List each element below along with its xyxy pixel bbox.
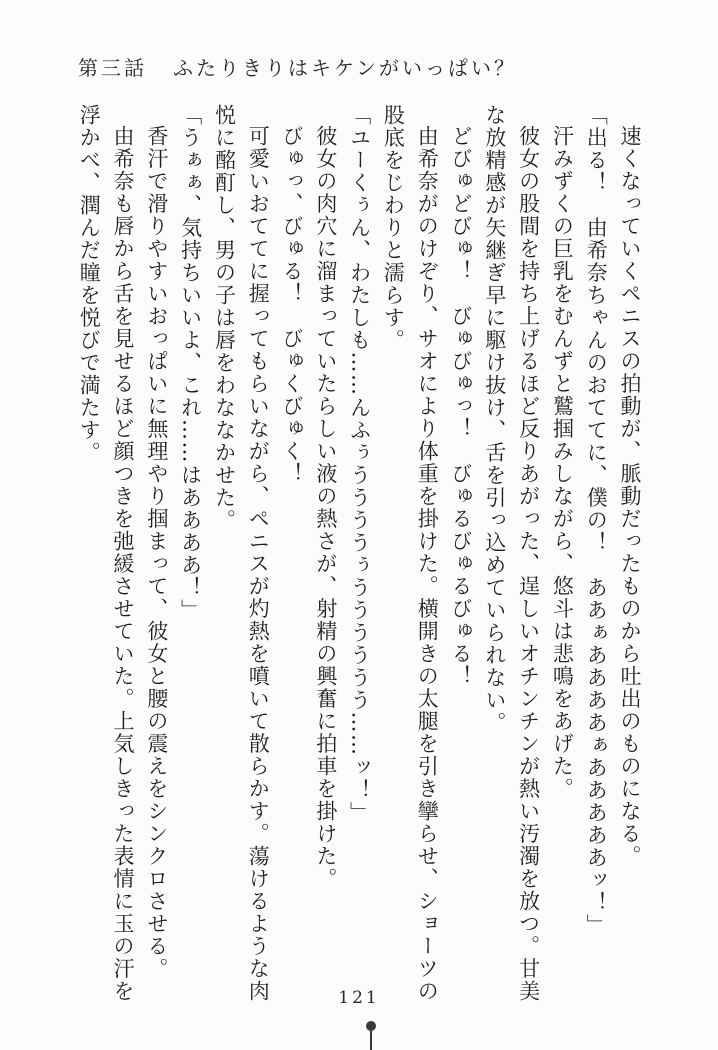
running-header [78,52,517,81]
paragraph: 彼女の肉穴に溜まっていたらしい液の熱さが、射精の興奮に拍車を掛けた。 [313,125,338,890]
page-marker-icon [365,1020,377,1050]
paragraph: 由希奈がのけぞり、サオにより体重を掛けた。横開きの太腿を引き攣らせ、ショーツの股底をじわりと濡らす。 [381,104,440,1003]
paragraph: 「ユーくぅん、わたしも……んふぅううううぅうううううう……ッ！」 [347,104,372,824]
paragraph: 速くなっていくペニスの拍動が、脈動だったものから吐出のものになる。 [618,125,642,868]
chapter-number: 第三話 [78,56,147,80]
paragraph: 彼女の股間を持ち上げるほど反りあがった、逞しいオチンチンが熱い汚濁を放つ。甘美な放精感が矢継ぎ早に駆け抜け、舌を引っ込めていられない。 [482,104,541,1003]
page-number: 121 [338,988,380,1008]
paragraph: 「出る！ 由希奈ちゃんのおててに、僕の！ ああぁああああぁあああああッ！」 [584,104,609,937]
paragraph: びゅっ、びゅる！ びゅくびゅく！ [280,125,305,485]
paragraph: 「うぁぁ、気持ちいいよ、これ……はああああ！」 [178,104,203,622]
marker-stem [370,1029,372,1050]
paragraph: どびゅどびゅ！ びゅびゅっ！ びゅるびゅるびゅる！ [449,125,474,688]
paragraph: 香汗で滑りやすいおっぱいに無理やり掴まって、彼女と腰の震えをシンクロさせる。 [144,125,169,980]
paragraph: 由希奈も唇から舌を見せるほど顔つきを弛緩させていた。上気しきった表情に玉の汗を浮かべ、潤んだ瞳を悦びで満たす。 [77,104,136,1003]
body-text [70,104,646,1010]
chapter-title: ふたりきりはキケンがいっぱい？ [173,56,517,80]
paragraph: 可愛いおててに握ってもらいながら、ペニスが灼熱を噴いて散らかす。蕩けるような肉悦に酩酊し、男の子は唇をわななかせた。 [212,104,271,1003]
paragraph: 汗みずくの巨乳をむんずと鷲掴みしながら、悠斗は悲鳴をあげた。 [550,125,575,800]
